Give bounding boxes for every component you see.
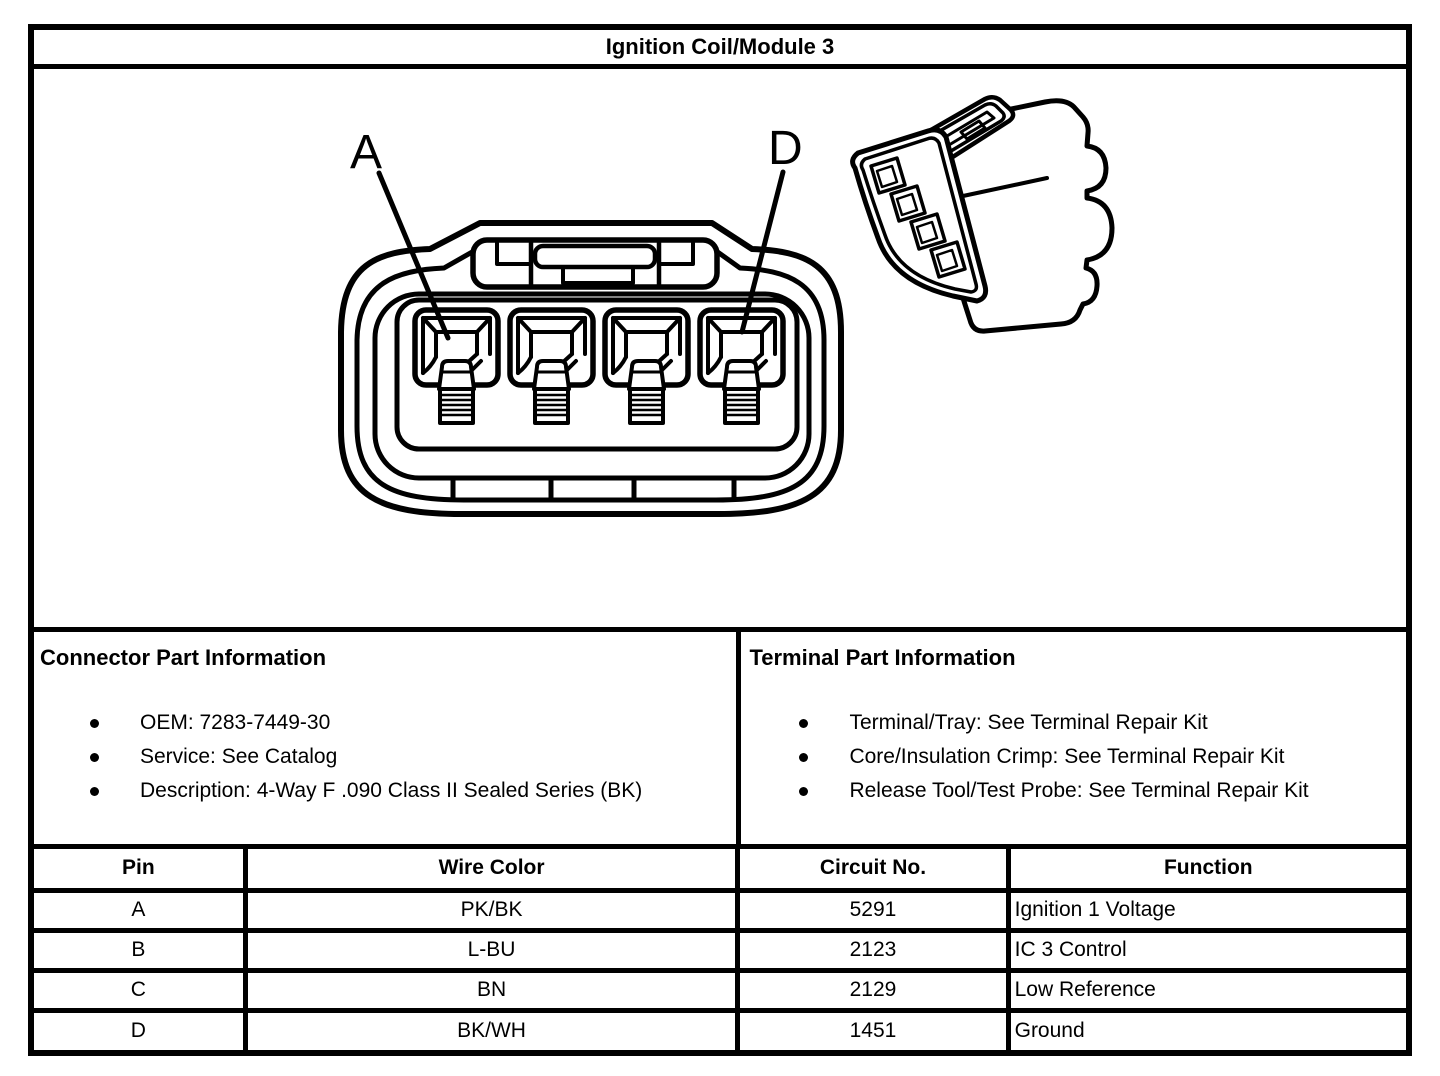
circuit-no-cell: 1451 <box>738 1010 1008 1050</box>
table-row <box>34 890 1406 930</box>
connector-part-information-list <box>40 711 732 803</box>
connector-part-information <box>34 632 736 844</box>
connector-diagram-area <box>34 69 1406 632</box>
circuit-no-cell: 2123 <box>738 930 1008 970</box>
table-row <box>34 1010 1406 1050</box>
list-item: OEM: 7283-7449-30 <box>90 711 732 735</box>
terminal-part-information-list <box>749 711 1402 803</box>
function-cell: Ground <box>1008 1010 1406 1050</box>
pin-d-label: D <box>768 122 803 175</box>
pin-a-label: A <box>350 126 383 179</box>
terminal-part-information-title: Terminal Part Information <box>749 645 1016 670</box>
function-cell: IC 3 Control <box>1008 930 1406 970</box>
table-row <box>34 970 1406 1010</box>
function-cell: Ignition 1 Voltage <box>1008 890 1406 930</box>
connector-lock-tab <box>473 240 717 287</box>
wire-color-cell: BN <box>245 970 738 1010</box>
connector-diagram <box>34 69 1406 627</box>
list-item: Release Tool/Test Probe: See Terminal Repair Kit <box>799 779 1402 803</box>
connector-part-information-title: Connector Part Information <box>40 645 327 670</box>
circuit-no-cell: 2129 <box>738 970 1008 1010</box>
pin-cell: D <box>34 1010 245 1050</box>
pin-cell: A <box>34 890 245 930</box>
function-cell: Low Reference <box>1008 970 1406 1010</box>
pin-cell: B <box>34 930 245 970</box>
document-frame <box>28 24 1412 1056</box>
list-item: Description: 4-Way F .090 Class II Sealed Series (BK) <box>90 779 732 803</box>
pin-table-header-row <box>34 849 1406 890</box>
terminal-part-information <box>736 632 1406 844</box>
connector-3d-view-drawing <box>853 97 1112 331</box>
pin-cell: C <box>34 970 245 1010</box>
page-title: Ignition Coil/Module 3 <box>34 30 1406 69</box>
table-row <box>34 930 1406 970</box>
list-item: Core/Insulation Crimp: See Terminal Repair Kit <box>799 745 1402 769</box>
column-header-wire-color: Wire Color <box>245 849 738 890</box>
column-header-circuit-no: Circuit No. <box>738 849 1008 890</box>
wire-color-cell: PK/BK <box>245 890 738 930</box>
wire-color-cell: L-BU <box>245 930 738 970</box>
circuit-no-cell: 5291 <box>738 890 1008 930</box>
column-header-function: Function <box>1008 849 1406 890</box>
connector-front-view-drawing <box>341 172 841 514</box>
list-item: Terminal/Tray: See Terminal Repair Kit <box>799 711 1402 735</box>
part-information-row <box>34 632 1406 849</box>
column-header-pin: Pin <box>34 849 245 890</box>
wire-color-cell: BK/WH <box>245 1010 738 1050</box>
pin-table <box>34 849 1406 1050</box>
list-item: Service: See Catalog <box>90 745 732 769</box>
